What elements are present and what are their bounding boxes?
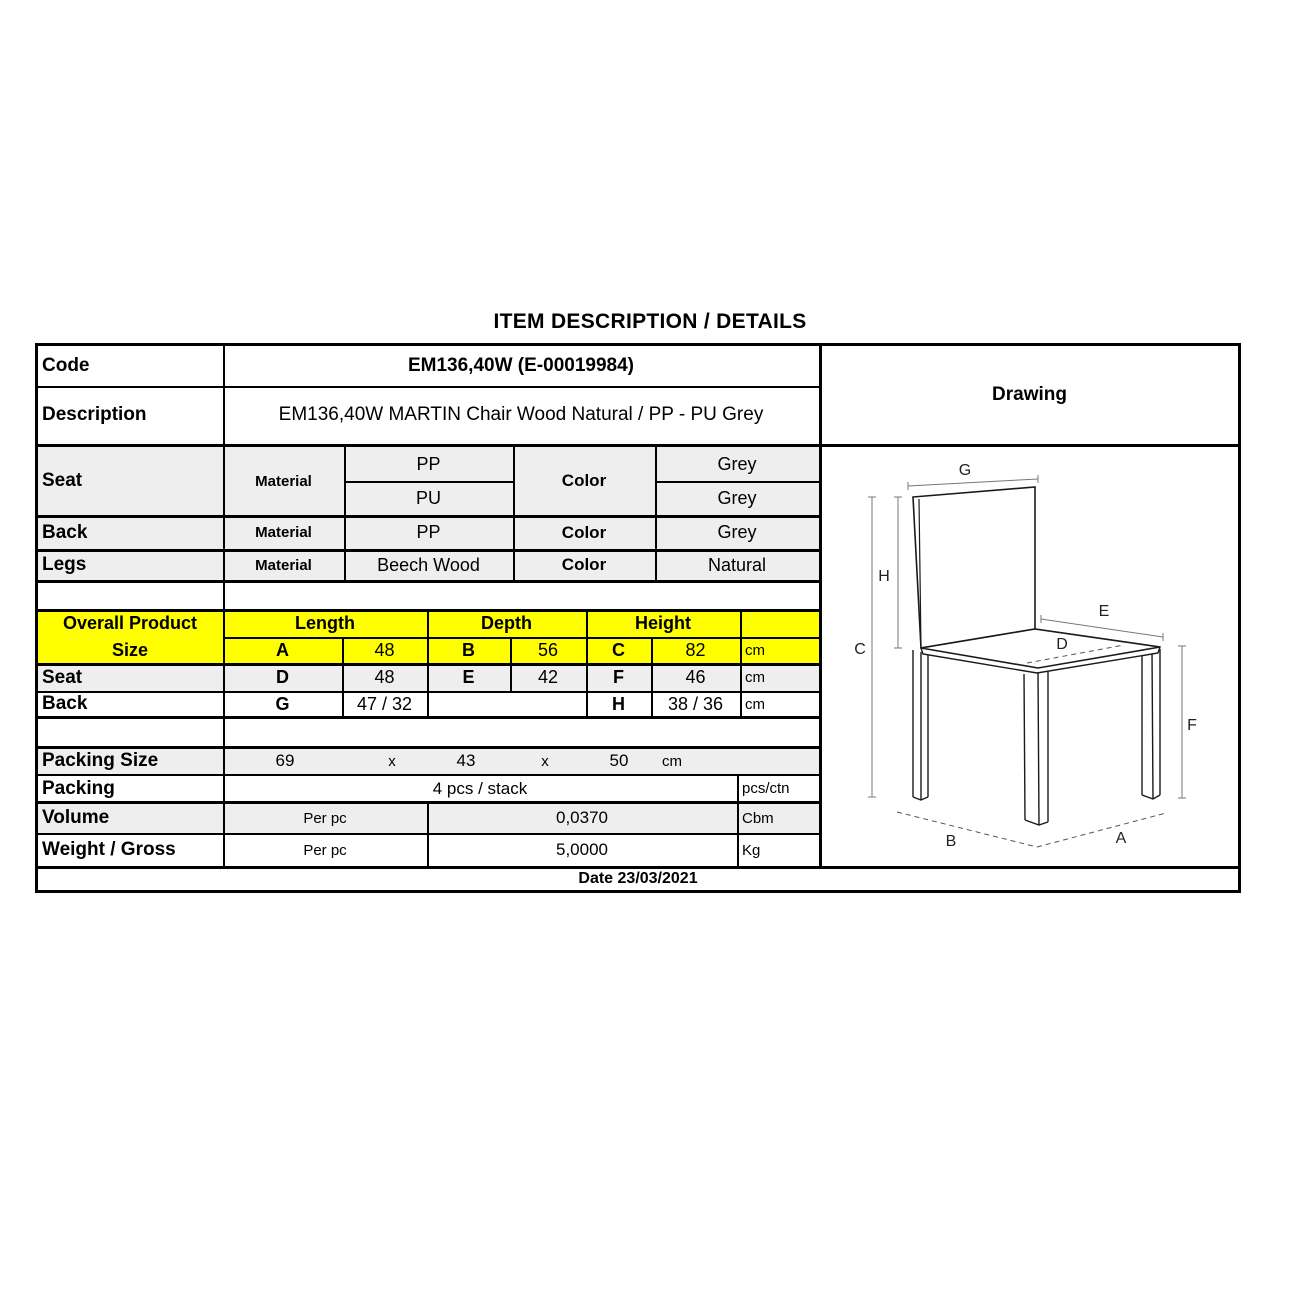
- weight-unit: Kg: [742, 841, 761, 859]
- dim-seat-hkey: F: [613, 667, 624, 687]
- back-material-label: Material: [255, 524, 312, 541]
- packing-size-label: Packing Size: [42, 750, 159, 771]
- legs-color: Natural: [707, 554, 767, 575]
- packing-label: Packing: [42, 777, 115, 799]
- dim-back-lkey: G: [275, 693, 290, 714]
- legs-label: Legs: [42, 554, 87, 575]
- dim-overall-hval: 82: [685, 640, 706, 660]
- dim-seat-lkey: D: [276, 667, 289, 687]
- back-material: PP: [416, 522, 441, 542]
- dim-back-label: Back: [42, 693, 88, 714]
- dim-label-f: F: [1187, 717, 1197, 734]
- grid-line: [35, 580, 821, 583]
- seat-material-2: PU: [415, 487, 441, 508]
- packing-size-v3: 50: [609, 751, 629, 770]
- page-title: ITEM DESCRIPTION / DETAILS: [493, 310, 807, 333]
- dim-label-h: H: [878, 568, 890, 585]
- description-label: Description: [42, 404, 147, 425]
- grid-line: [35, 890, 1241, 893]
- grid-line: [740, 610, 742, 716]
- dim-label-g: G: [958, 462, 972, 479]
- seat-material-1: PP: [416, 453, 441, 474]
- seat-label: Seat: [42, 470, 83, 491]
- dim-label-c: C: [854, 641, 866, 658]
- grid-line: [737, 775, 739, 866]
- weight-label: Weight / Gross: [42, 839, 176, 860]
- packing-size-x1: x: [388, 752, 396, 770]
- back-label: Back: [42, 521, 88, 543]
- packing-size-v2: 43: [456, 751, 476, 770]
- volume-value: 0,0370: [556, 808, 608, 827]
- code-value: EM136,40W (E-00019984): [407, 355, 634, 376]
- dim-overall-hkey: C: [612, 640, 625, 660]
- dim-overall-dval: 56: [537, 640, 559, 660]
- volume-unit: Cbm: [742, 809, 774, 827]
- dim-seat-label: Seat: [42, 666, 83, 688]
- dim-label-b: B: [945, 833, 957, 850]
- weight-value: 5,0000: [556, 840, 608, 859]
- drawing-header: Drawing: [992, 384, 1067, 405]
- height-header: Height: [635, 613, 691, 633]
- packing-size-v1: 69: [275, 751, 295, 770]
- dim-seat-hval: 46: [685, 667, 706, 687]
- dim-back-hval: 38 / 36: [667, 693, 724, 714]
- dim-label-a: A: [1115, 830, 1127, 847]
- length-header: Length: [295, 613, 355, 633]
- dim-seat-lval: 48: [374, 667, 395, 687]
- packing-value: 4 pcs / stack: [432, 778, 528, 798]
- size-header-line2: Size: [111, 639, 149, 660]
- legs-material-label: Material: [255, 556, 312, 574]
- dim-label-e: E: [1098, 603, 1110, 620]
- dim-seat-dval: 42: [537, 667, 559, 687]
- seat-color-label: Color: [561, 471, 607, 490]
- seat-color-2: Grey: [717, 487, 757, 508]
- dim-overall-lval: 48: [374, 640, 395, 660]
- dim-overall-dkey: B: [462, 640, 475, 660]
- back-color-label: Color: [561, 522, 607, 542]
- dim-back-hkey: H: [612, 693, 625, 714]
- description-value: EM136,40W MARTIN Chair Wood Natural / PP - PU Grey: [278, 404, 764, 425]
- dim-overall-lkey: A: [276, 640, 289, 660]
- code-label: Code: [42, 355, 90, 376]
- dim-seat-unit: cm: [745, 669, 765, 686]
- size-header-line1: Overall Product: [62, 613, 198, 633]
- dim-label-d: D: [1056, 636, 1068, 653]
- volume-per: Per pc: [303, 809, 347, 827]
- dim-overall-unit: cm: [745, 642, 765, 659]
- depth-header: Depth: [481, 613, 532, 633]
- legs-material: Beech Wood: [377, 554, 480, 575]
- legs-color-label: Color: [561, 555, 607, 574]
- back-color: Grey: [717, 522, 757, 542]
- seat-material-label: Material: [255, 472, 312, 490]
- volume-label: Volume: [42, 807, 110, 828]
- packing-unit: pcs/ctn: [742, 780, 790, 797]
- grid-line: [35, 716, 821, 719]
- packing-size-x2: x: [541, 752, 549, 770]
- dim-seat-dkey: E: [462, 667, 475, 687]
- packing-size-unit: cm: [662, 752, 682, 770]
- weight-per: Per pc: [303, 841, 347, 859]
- chair-drawing: [821, 447, 1236, 864]
- dim-back-lval: 47 / 32: [356, 693, 413, 714]
- seat-color-1: Grey: [717, 453, 757, 474]
- date-row: Date 23/03/2021: [578, 870, 698, 887]
- dim-back-unit: cm: [745, 695, 765, 713]
- grid-line: [1238, 343, 1241, 893]
